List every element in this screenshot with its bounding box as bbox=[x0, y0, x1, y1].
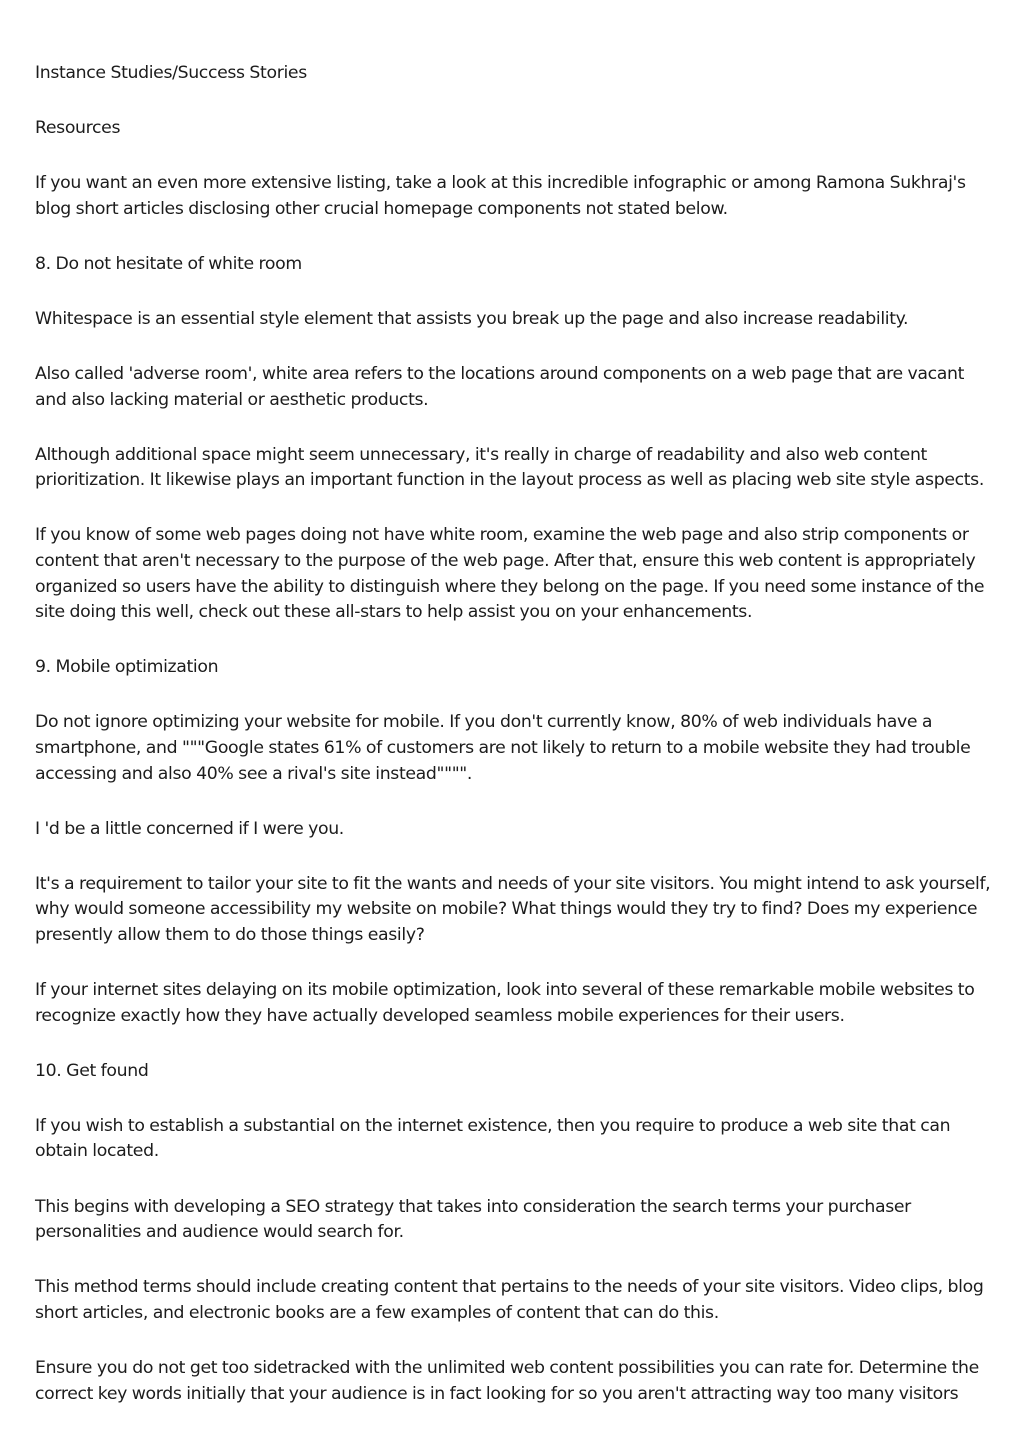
paragraph-concerned: I 'd be a little concerned if I were you. bbox=[35, 818, 344, 839]
paragraph-seo-strategy: This begins with developing a SEO strategy that takes into consideration the search terms your purchaser personalities and audience would search for. bbox=[35, 1196, 911, 1243]
section-heading-mobile-optimization: 9. Mobile optimization bbox=[35, 657, 219, 678]
paragraph-content-examples: This method terms should include creating content that pertains to the needs of your site visitors. Video clips, blog short articles, and electronic books are a few examples of content that can do this. bbox=[35, 1277, 984, 1323]
paragraph-strip-components: If you know of some web pages doing not have white room, examine the web page and also strip components or content that aren't necessary to the purpose of the web page. After that, ensure this web content is appropriately organized so users have the ability to distinguish where they belong on the page. If you need some instance of the site doing this well, check out these all-stars to help assist you on your enhancements. bbox=[35, 525, 985, 623]
paragraph-listing-infographic: If you want an even more extensive listing, take a look at this incredible infographic or among Ramona Sukhraj's blog short articles disclosing other crucial homepage components not stated below. bbox=[35, 173, 966, 219]
section-heading-get-found: 10. Get found bbox=[35, 1060, 149, 1081]
paragraph-online-existence: If you wish to establish a substantial on the internet existence, then you require to produce a web site that can obtain located. bbox=[35, 1115, 951, 1162]
paragraph-additional-space: Although additional space might seem unnecessary, it's really in charge of readability and also web content prioritization. It likewise plays an important function in the layout process as well as placing web site style aspects. bbox=[35, 444, 984, 491]
paragraph-mobile-stats: Do not ignore optimizing your website for mobile. If you don't currently know, 80% of web individuals have a smartphone, and """Google states 61% of customers are not likely to return to a mobile website they had trouble accessing and also 40% see a rival's site instead"""". bbox=[35, 712, 971, 784]
paragraph-heading-case-studies: Instance Studies/Success Stories bbox=[35, 63, 307, 83]
paragraph-whitespace-element: Whitespace is an essential style element that assists you break up the page and also increase readability. bbox=[35, 308, 909, 329]
paragraph-adverse-room: Also called 'adverse room', white area refers to the locations around components on a web page that are vacant and also lacking material or aesthetic products. bbox=[35, 364, 965, 410]
section-heading-white-room: 8. Do not hesitate of white room bbox=[35, 253, 302, 274]
paragraph-tailor-site: It's a requirement to tailor your site to fit the wants and needs of your site visitors. You might intend to ask yourself, why would someone accessibility my website on mobile? What things would they try to find? Does my experience presently allow them to do those things easily? bbox=[35, 873, 991, 945]
paragraph-mobile-websites: If your internet sites delaying on its mobile optimization, look into several of these remarkable mobile websites to recognize exactly how they have actually developed seamless mobile experiences for their users. bbox=[35, 980, 975, 1026]
document-body bbox=[35, 61, 995, 1437]
paragraph-heading-resources: Resources bbox=[35, 118, 121, 139]
paragraph-key-words: Ensure you do not get too sidetracked with the unlimited web content possibilities you can rate for. Determine the correct key words initially that your audience is in fact looking for so you aren't attracting way too many visitors bbox=[35, 1357, 979, 1404]
